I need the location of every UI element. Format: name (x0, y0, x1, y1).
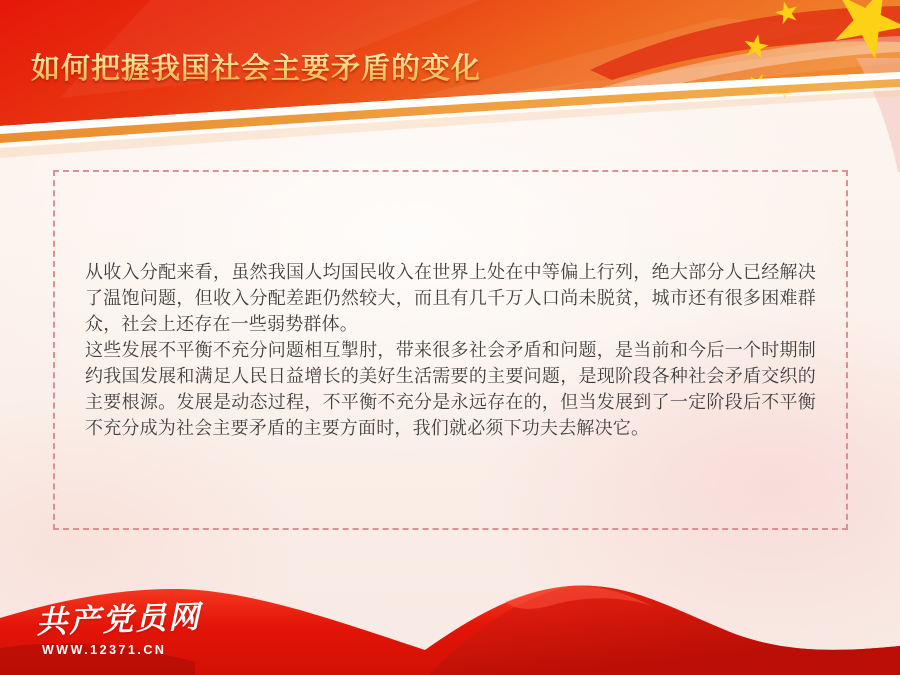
paragraph-income-distribution: 从收入分配来看，虽然我国人均国民收入在世界上处在中等偏上行列，绝大部分人已经解决了温饱问题，但收入分配差距仍然较大，而且有几千万人口尚未脱贫，城市还有很多困难群众，社会上还存在一些弱势群体。 (85, 262, 816, 334)
content-text (55, 259, 846, 441)
site-logo (36, 594, 201, 657)
wave-fold-shadow (430, 586, 900, 675)
content-box (53, 170, 848, 530)
logo-url-text: WWW.12371.CN (42, 643, 167, 657)
logo-calligraphy-text: 共产党员网 (35, 599, 202, 640)
paragraph-imbalanced-development: 这些发展不平衡不充分问题相互掣肘，带来很多社会矛盾和问题，是当前和今后一个时期制约我国发展和满足人民日益增长的美好生活需要的主要问题，是现阶段各种社会矛盾交织的主要根源。发展是动态过程，不平衡不充分是永远存在的，但当发展到了一定阶段后不平衡不充分成为社会主要矛盾的主要方面时，我们就必须下功夫去解决它。 (85, 340, 816, 438)
header-banner (0, 0, 900, 175)
page-title: 如何把握我国社会主要矛盾的变化 (31, 46, 481, 87)
